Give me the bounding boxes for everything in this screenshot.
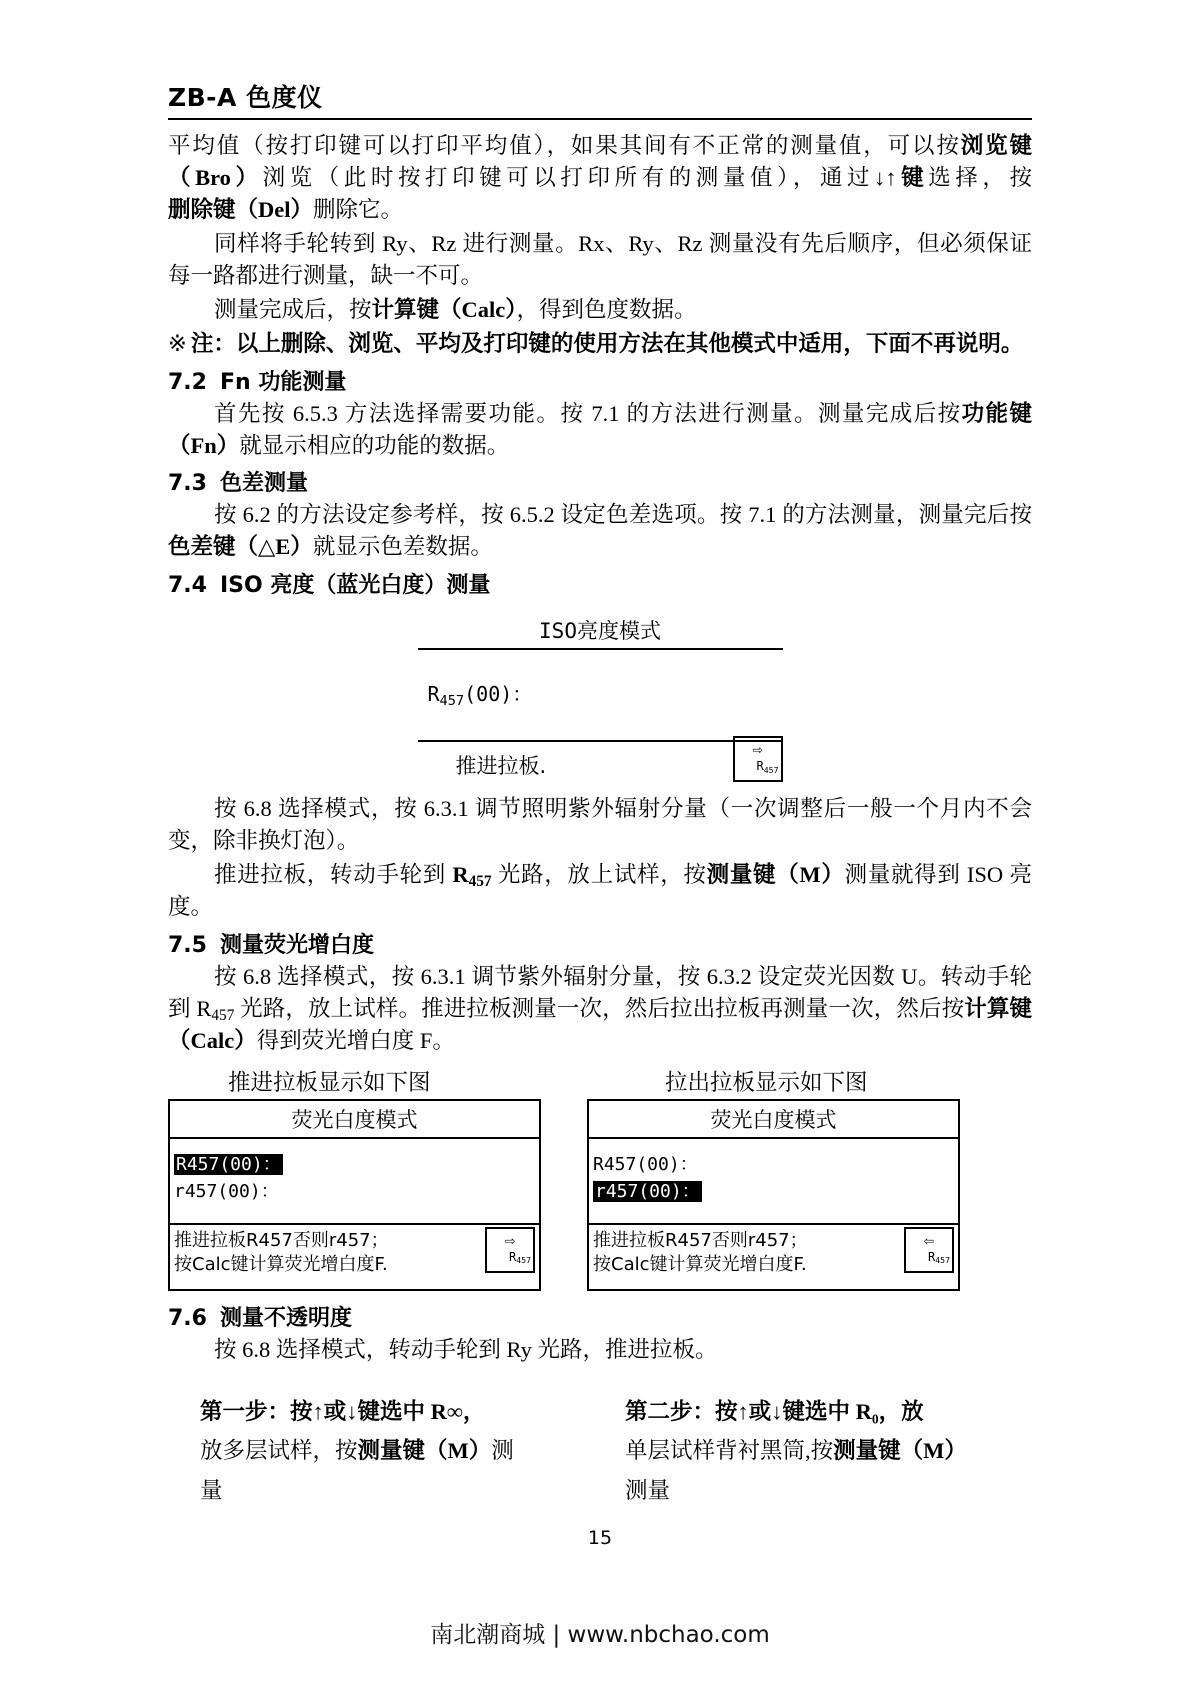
arrow-label-main: R	[509, 1249, 517, 1264]
step-two-text: 按↑或↓键选中 R₀，放	[715, 1398, 924, 1424]
text-run: 测	[491, 1438, 514, 1464]
iso-value-suffix: (00)：	[464, 682, 533, 707]
paragraph-7-6-body: 按 6.8 选择模式，转动手轮到 Ry 光路，推进拉板。	[214, 1336, 718, 1362]
step-one-line1	[200, 1392, 607, 1431]
text-run: 光路，放上试样，按	[491, 862, 707, 888]
arrow-glyph: ⇨	[752, 740, 763, 761]
section-number: 7.6	[168, 1305, 207, 1331]
section-heading-7-3	[168, 466, 1032, 497]
fl-left-line2	[174, 1178, 539, 1205]
fl-right-line2	[593, 1178, 958, 1205]
text-run: 放多层试样，按	[200, 1438, 358, 1464]
section-title: 测量荧光增白度	[220, 933, 375, 959]
text-run: 测量就得到 ISO 亮度。	[168, 862, 1032, 920]
note-marker-icon: ※	[168, 330, 187, 356]
fl-right-foot1: 推进拉板R457否则r457；	[593, 1229, 808, 1251]
fl-left-line1-text: R457(00)：	[176, 1153, 281, 1175]
paragraph-calc	[168, 294, 1032, 326]
arrow-glyph: ⇦	[923, 1230, 935, 1251]
text-run-bold: 删除键（Del）	[168, 196, 313, 222]
fl-left-foot1: 推进拉板R457否则r457；	[174, 1229, 389, 1251]
fluorescence-panel-left	[168, 1099, 541, 1291]
fluorescence-panels	[168, 1099, 1032, 1291]
text-run: 得到荧光增白度 F。	[256, 1027, 455, 1053]
step-two-line2	[625, 1431, 1032, 1470]
arrow-left-icon	[904, 1227, 954, 1273]
iso-brightness-device-panel	[418, 615, 783, 787]
text-run: 按 6.8 选择模式，按 6.3.1 调节紫外辐射分量，按 6.3.2 设定荧光因数 U。转动手轮到 R	[168, 964, 1032, 1021]
step-one-line3: 量	[200, 1477, 223, 1503]
text-run-bold: 浏览键（Bro）	[168, 133, 1032, 190]
arrow-glyph: ⇨	[504, 1230, 516, 1251]
arrow-label-sub: 457	[516, 1255, 531, 1266]
text-run: 光路，放上试样。推进拉板测量一次，然后拉出拉板再测量一次，然后按	[234, 996, 965, 1021]
fl-left-foot2: 按Calc键计算荧光增白度F.	[174, 1254, 388, 1276]
fl-right-values	[589, 1139, 958, 1225]
iso-panel-value-row	[418, 650, 783, 742]
text-run-bold: 功能键（Fn）	[168, 400, 1032, 458]
arrow-label-main: R	[756, 759, 764, 774]
fl-right-line1-text: R457(00)：	[593, 1153, 698, 1175]
paragraph-average-value	[168, 130, 1032, 226]
fl-right-line2-text: r457(00)：	[595, 1180, 700, 1202]
section-heading-7-6	[168, 1301, 1032, 1332]
paragraph-ry-rz: 同样将手轮转到 Ry、Rz 进行测量。Rx、Ry、Rz 测量没有先后顺序，但必须保证每一路都进行测量，缺一不可。	[168, 230, 1032, 288]
section-title: 色差测量	[220, 471, 309, 497]
iso-footer-text: 推进拉板.	[455, 754, 547, 779]
section-heading-7-2	[168, 365, 1032, 396]
text-subscript: 457	[211, 1007, 235, 1025]
section-number: 7.2	[168, 369, 207, 395]
steps-block	[168, 1392, 1032, 1503]
text-run: 删除它。	[313, 196, 404, 222]
text-run-bold: 计算键（Calc）	[371, 296, 517, 322]
section-title: ISO 亮度（蓝光白度）测量	[220, 573, 491, 599]
note-text: 注：以上删除、浏览、平均及打印键的使用方法在其他模式中适用，下面不再说明。	[190, 330, 1024, 356]
paragraph-7-2-body	[168, 398, 1032, 462]
fl-left-line1	[174, 1151, 539, 1178]
text-run-bold: 键	[896, 164, 929, 190]
arrow-box-label	[906, 1249, 952, 1266]
step-two-line1	[625, 1392, 1032, 1431]
arrow-label-sub: 457	[763, 764, 779, 775]
paragraph-7-3-body	[168, 499, 1032, 563]
text-run-bold: 测量键（M）	[833, 1438, 967, 1464]
text-run: 单层试样背衬黑筒,按	[625, 1438, 834, 1464]
fl-right-footer	[589, 1225, 958, 1278]
section-number: 7.5	[168, 933, 207, 959]
note-block	[168, 328, 1032, 360]
fl-right-line1	[593, 1151, 958, 1178]
page-header-title: ZB-A 色度仪	[168, 78, 1032, 120]
section-number: 7.4	[168, 573, 207, 599]
text-run: 就显示相应的功能的数据。	[239, 432, 510, 458]
section-heading-7-5	[168, 928, 1032, 959]
text-run-bold: 色差键（△E）	[168, 534, 313, 560]
paragraph-7-5-body	[168, 961, 1032, 1057]
text-run: 首先按 6.5.3 方法选择需要功能。按 7.1 的方法进行测量。测量完成后按	[214, 400, 962, 426]
fl-left-footer	[170, 1225, 539, 1278]
step-two-label: 第二步：	[625, 1398, 716, 1424]
iso-panel-title: ISO亮度模式	[418, 615, 783, 650]
step-two-line3: 测量	[625, 1477, 671, 1503]
section-title: Fn 功能测量	[220, 369, 347, 395]
text-run-bold: R	[452, 862, 469, 888]
text-run-bold: 测量键（M）	[706, 862, 845, 888]
arrow-box-label	[487, 1249, 533, 1266]
section-title: 测量不透明度	[220, 1305, 353, 1331]
caption-push-plate: 推进拉板显示如下图	[228, 1069, 431, 1095]
fluorescence-panel-right	[587, 1099, 960, 1291]
step-two	[607, 1392, 1032, 1503]
arrow-box-label	[735, 759, 781, 775]
text-run: 就显示色差数据。	[312, 534, 493, 560]
text-run: 推进拉板，转动手轮到	[214, 862, 453, 888]
footer-brand: 南北潮商城 | www.nbchao.com	[430, 1622, 770, 1648]
text-run-bold: 计算键（Calc）	[168, 996, 1032, 1053]
paragraph-7-4-body1: 按 6.8 选择模式，按 6.3.1 调节照明紫外辐射分量（一次调整后一般一个月内不会变，除非换灯泡）。	[168, 796, 1032, 854]
section-number: 7.3	[168, 471, 207, 497]
arrow-label-main: R	[928, 1249, 936, 1264]
step-one	[168, 1392, 607, 1503]
text-run: 选择，按	[928, 164, 1032, 190]
arrow-label-sub: 457	[935, 1255, 950, 1266]
fl-left-title: 荧光白度模式	[170, 1101, 539, 1139]
fl-right-title: 荧光白度模式	[589, 1101, 958, 1139]
text-run: 平均值（按打印键可以打印平均值），如果其间有不正常的测量值，可以按	[168, 133, 961, 158]
step-one-text: 按↑或↓键选中 R∞，	[290, 1398, 486, 1424]
text-run: 浏览（此时按打印键可以打印所有的测量值），通过↓↑	[262, 164, 897, 190]
text-run: 测量完成后，按	[214, 296, 372, 322]
caption-pull-plate: 拉出拉板显示如下图	[665, 1069, 868, 1095]
fl-left-values	[170, 1139, 539, 1225]
fl-left-line2-text: r457(00)：	[174, 1180, 279, 1202]
fluorescence-captions	[168, 1065, 1032, 1097]
section-heading-7-4	[168, 568, 1032, 599]
arrow-right-icon	[733, 736, 783, 782]
text-subscript: 457	[468, 873, 492, 891]
iso-value-label: R	[427, 682, 440, 707]
fl-right-foot2: 按Calc键计算荧光增白度F.	[593, 1254, 807, 1276]
step-one-line2	[200, 1431, 607, 1470]
arrow-right-icon	[485, 1227, 535, 1273]
page-number: 15	[587, 1527, 613, 1549]
paragraph-7-4-body2	[168, 859, 1032, 923]
iso-panel-footer	[418, 742, 783, 780]
text-run: 按 6.2 的方法设定参考样，按 6.5.2 设定色差选项。按 7.1 的方法测量，测量完后按	[214, 502, 1032, 528]
text-run: ，得到色度数据。	[516, 296, 697, 322]
text-run-bold: 测量键（M）	[357, 1438, 492, 1464]
step-one-label: 第一步：	[200, 1398, 291, 1424]
iso-value-subscript: 457	[439, 693, 465, 710]
